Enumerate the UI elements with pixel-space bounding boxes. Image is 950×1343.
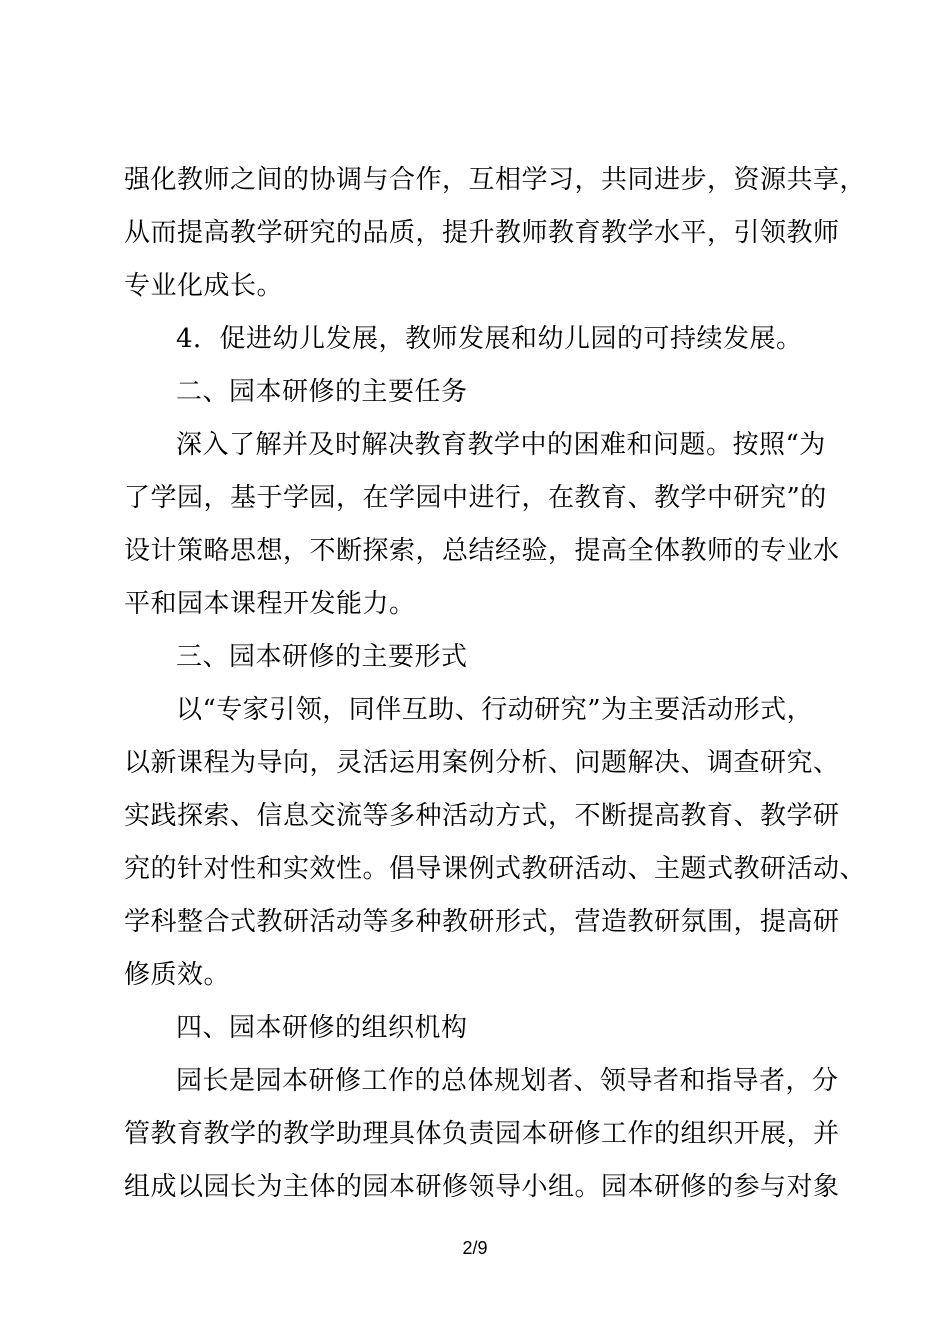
section-heading: 四、园本研修的组织机构 [176, 1013, 468, 1043]
paragraph-line: 以新课程为导向，灵活运用案例分析、问题解决、调查研究、 [124, 748, 840, 778]
paragraph-line: 实践探索、信息交流等多种活动方式，不断提高教育、教学研 [124, 801, 840, 831]
paragraph-line: 设计策略思想，不断探索，总结经验，提高全体教师的专业水 [124, 536, 840, 566]
paragraph-line: 学科整合式教研活动等多种教研形式，营造教研氛围，提高研 [124, 907, 840, 937]
paragraph-line: 组成以园长为主体的园本研修领导小组。园本研修的参与对象 [124, 1172, 840, 1202]
paragraph-line: 了学园，基于学园，在学园中进行，在教育、教学中研究”的 [124, 483, 827, 513]
paragraph-line: 以“专家引领，同伴互助、行动研究”为主要活动形式， [176, 695, 814, 725]
section-heading: 三、园本研修的主要形式 [176, 642, 468, 672]
page-number: 2/9 [462, 1238, 488, 1258]
paragraph-line: 管教育教学的教学助理具体负责园本研修工作的组织开展，并 [124, 1119, 840, 1149]
paragraph-line: 从而提高教学研究的品质，提升教师教育教学水平，引领教师 [124, 218, 840, 248]
paragraph-line: 专业化成长。 [124, 271, 284, 301]
paragraph-line: 究的针对性和实效性。倡导课例式教研活动、主题式教研活动、 [124, 854, 867, 884]
paragraph-line: 平和园本课程开发能力。 [124, 589, 416, 619]
paragraph-line: 强化教师之间的协调与合作，互相学习，共同进步，资源共享， [124, 165, 867, 195]
paragraph-line: 修质效。 [124, 960, 231, 990]
paragraph-line: 深入了解并及时解决教育教学中的困难和问题。按照“为 [176, 430, 826, 460]
paragraph-line: 园长是园本研修工作的总体规划者、领导者和指导者，分 [176, 1066, 839, 1096]
list-item: 4．促进幼儿发展，教师发展和幼儿园的可持续发展。 [176, 324, 803, 354]
section-heading: 二、园本研修的主要任务 [176, 377, 468, 407]
